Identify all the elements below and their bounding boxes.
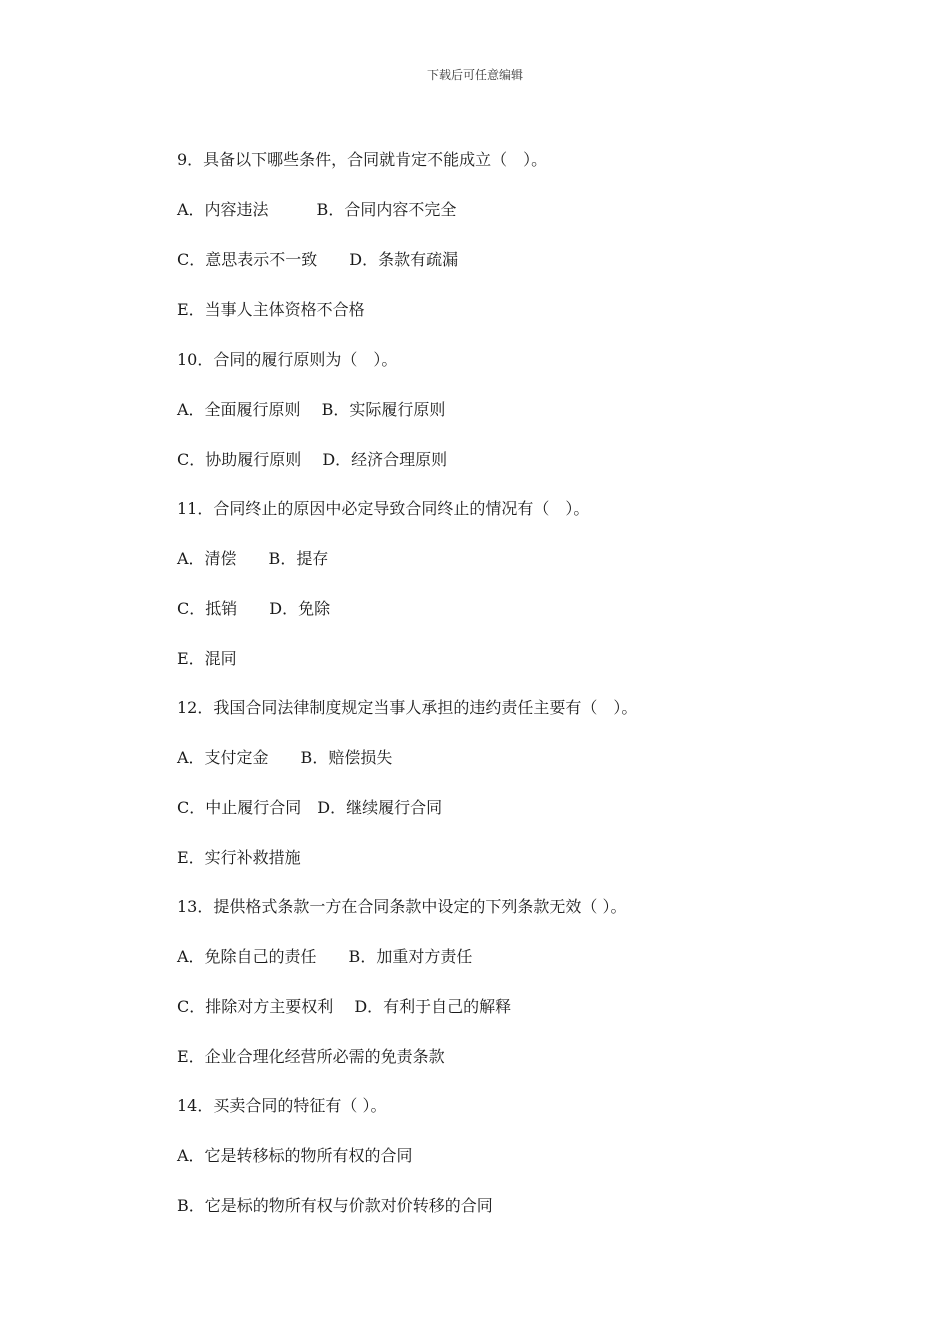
question-14-option-b: B．它是标的物所有权与价款对价转移的合同 — [177, 1196, 493, 1215]
question-11-options-cd: C．抵销 D．免除 — [177, 599, 331, 618]
question-12: 12．我国合同法律制度规定当事人承担的违约责任主要有（ ）。 — [177, 698, 638, 717]
question-13-option-e: E．企业合理化经营所必需的免责条款 — [177, 1047, 445, 1066]
question-12-option-e: E．实行补救措施 — [177, 848, 301, 867]
question-13: 13．提供格式条款一方在合同条款中设定的下列条款无效（ ）。 — [177, 897, 627, 916]
question-13-options-cd: C．排除对方主要权利 D．有利于自己的解释 — [177, 997, 512, 1016]
question-12-options-ab: A．支付定金 B．赔偿损失 — [177, 748, 393, 767]
question-9-options-cd: C．意思表示不一致 D．条款有疏漏 — [177, 250, 459, 269]
question-14: 14．买卖合同的特征有（ ）。 — [177, 1096, 387, 1115]
question-11-options-ab: A．清偿 B．提存 — [177, 549, 329, 568]
question-10-options-ab: A．全面履行原则 B．实际履行原则 — [177, 400, 446, 419]
question-11: 11．合同终止的原因中必定导致合同终止的情况有（ ）。 — [177, 499, 590, 518]
question-14-option-a: A．它是转移标的物所有权的合同 — [177, 1146, 413, 1165]
question-9-option-e: E．当事人主体资格不合格 — [177, 300, 365, 319]
question-9: 9．具备以下哪些条件，合同就肯定不能成立（ ）。 — [177, 150, 548, 169]
page-header: 下载后可任意编辑 — [426, 68, 523, 82]
question-9-options-ab: A．内容违法 B．合同内容不完全 — [177, 200, 457, 219]
question-11-option-e: E．混同 — [177, 649, 237, 668]
question-12-options-cd: C．中止履行合同 D．继续履行合同 — [177, 798, 443, 817]
question-10-options-cd: C．协助履行原则 D．经济合理原则 — [177, 450, 448, 469]
question-13-options-ab: A．免除自己的责任 B．加重对方责任 — [177, 947, 473, 966]
question-10: 10．合同的履行原则为（ ）。 — [177, 350, 398, 369]
